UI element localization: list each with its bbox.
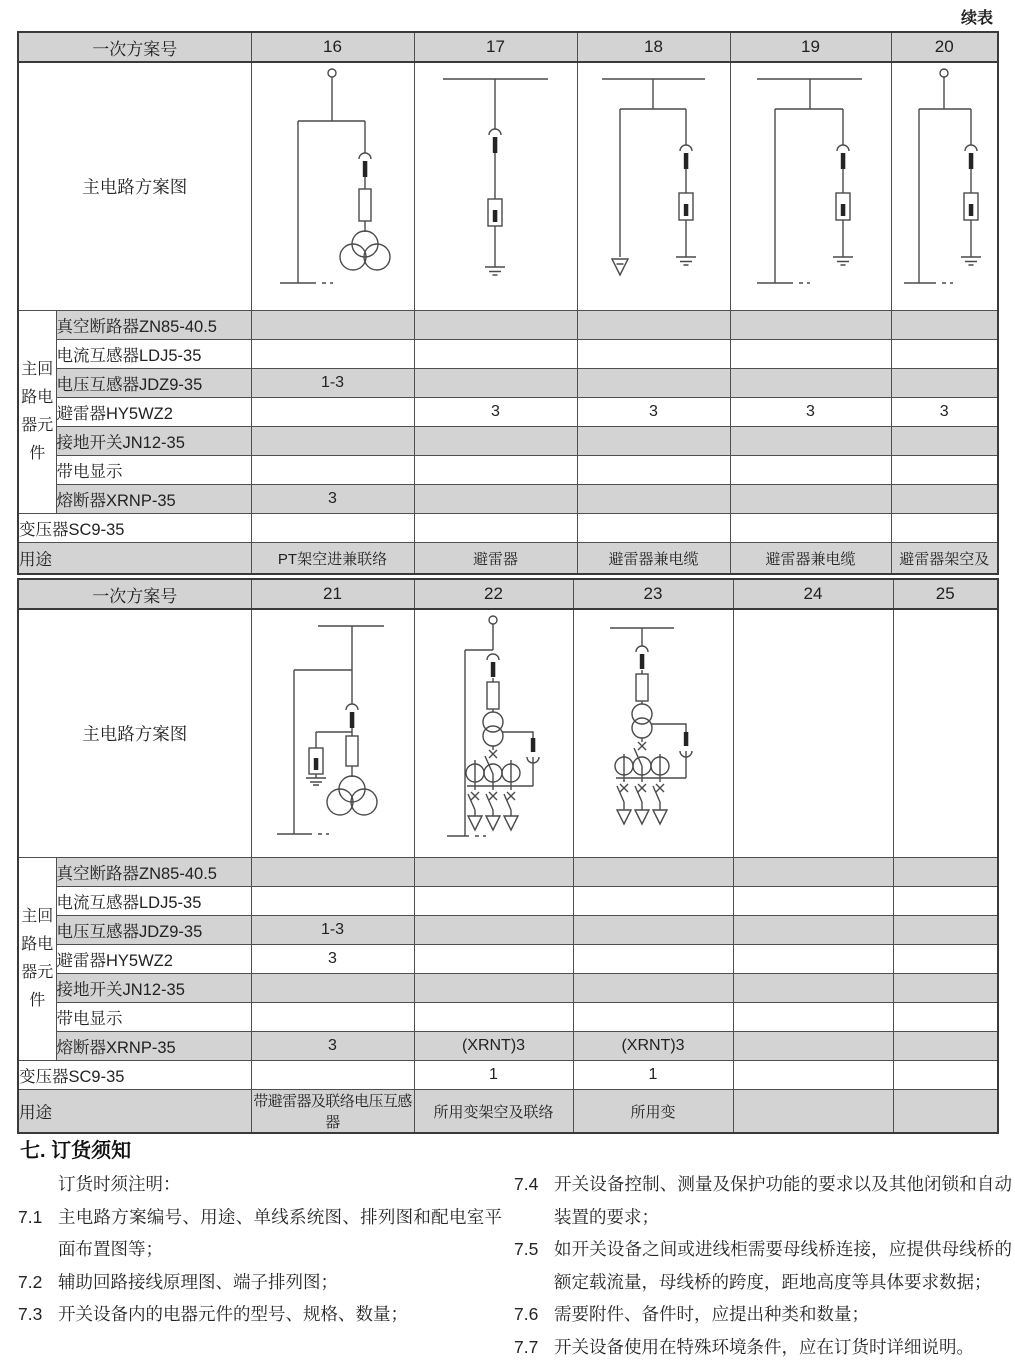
cell (251, 456, 414, 485)
cell (733, 1032, 893, 1061)
note-item (18, 1201, 502, 1266)
cell: 3 (577, 398, 730, 427)
cell (251, 311, 414, 340)
table-row (18, 456, 998, 485)
component-label: 避雷器HY5WZ2 (56, 945, 251, 974)
cell: 3 (251, 945, 414, 974)
cell (577, 369, 730, 398)
cell (573, 858, 733, 887)
cell: 1-3 (251, 369, 414, 398)
component-label: 熔断器XRNP-35 (56, 1032, 251, 1061)
cell (577, 485, 730, 514)
table2-scheme-23: 23 (573, 579, 733, 609)
cell (577, 514, 730, 543)
note-text: 辅助回路接线原理图、端子排列图； (58, 1266, 502, 1299)
cell (573, 887, 733, 916)
note-item (18, 1298, 502, 1331)
cell (414, 340, 577, 369)
table2-scheme-25: 25 (893, 579, 998, 609)
usage-label: 用途 (18, 543, 251, 575)
cell (733, 887, 893, 916)
cell (730, 311, 891, 340)
cell: 3 (251, 1032, 414, 1061)
cell (891, 485, 998, 514)
cell (573, 1003, 733, 1032)
cell (733, 1061, 893, 1090)
cell (733, 916, 893, 945)
cell (577, 311, 730, 340)
cell: 3 (414, 398, 577, 427)
cell (730, 485, 891, 514)
table-row (18, 485, 998, 514)
continued-table-label: 续表 (961, 5, 993, 28)
usage-cell: 带避雷器及联络电压互感器 (251, 1090, 414, 1134)
cell (577, 456, 730, 485)
cell (733, 858, 893, 887)
table-row (18, 974, 998, 1003)
cell (251, 887, 414, 916)
cell (251, 427, 414, 456)
note-number: 7.5 (514, 1233, 554, 1298)
cell (251, 340, 414, 369)
notes-left-column (18, 1168, 502, 1331)
table2-side-label: 主回路电器元件 (18, 858, 56, 1061)
scheme-20-diagram (891, 62, 998, 311)
cell: 1 (573, 1061, 733, 1090)
table2-scheme-no-header: 一次方案号 (18, 579, 251, 609)
cell (891, 311, 998, 340)
cell (573, 974, 733, 1003)
table1-scheme-18: 18 (577, 32, 730, 62)
usage-cell: 避雷器兼电缆 (730, 543, 891, 575)
component-label: 变压器SC9-35 (18, 514, 251, 543)
cell: (XRNT)3 (573, 1032, 733, 1061)
note-text: 开关设备控制、测量及保护功能的要求以及其他闭锁和自动装置的要求； (554, 1168, 1012, 1233)
notes-right-column (514, 1168, 1012, 1363)
note-number: 7.2 (18, 1266, 58, 1299)
cell (730, 427, 891, 456)
table-row (18, 1061, 998, 1090)
scheme-21-diagram (251, 609, 414, 858)
note-text: 需要附件、备件时，应提出种类和数量； (554, 1298, 1012, 1331)
usage-cell: PT架空进兼联络 (251, 543, 414, 575)
cell (893, 858, 998, 887)
table1-side-label: 主回路电器元件 (18, 311, 56, 514)
cell (414, 456, 577, 485)
cell (414, 1003, 573, 1032)
note-item (514, 1331, 1012, 1363)
component-label: 真空断路器ZN85-40.5 (56, 311, 251, 340)
usage-cell: 避雷器架空及 (891, 543, 998, 575)
cell (414, 858, 573, 887)
table2-scheme-21: 21 (251, 579, 414, 609)
note-number: 7.3 (18, 1298, 58, 1331)
table-row (18, 398, 998, 427)
table1-scheme-17: 17 (414, 32, 577, 62)
component-label: 电压互感器JDZ9-35 (56, 916, 251, 945)
cell: 3 (891, 398, 998, 427)
cell (730, 456, 891, 485)
cell (893, 1032, 998, 1061)
scheme-table-21-25 (17, 578, 999, 1134)
cell (251, 398, 414, 427)
table-row (18, 369, 998, 398)
table1-scheme-19: 19 (730, 32, 891, 62)
usage-cell: 避雷器 (414, 543, 577, 575)
scheme-19-diagram (730, 62, 891, 311)
note-text: 开关设备使用在特殊环境条件，应在订货时详细说明。 (554, 1331, 1012, 1363)
table1-diagram-row (18, 62, 998, 311)
cell (414, 974, 573, 1003)
cell (893, 1003, 998, 1032)
table1-scheme-16: 16 (251, 32, 414, 62)
note-item (514, 1168, 1012, 1233)
table-row (18, 1003, 998, 1032)
note-text: 主电路方案编号、用途、单线系统图、排列图和配电室平面布置图等； (58, 1201, 502, 1266)
cell (891, 427, 998, 456)
usage-label: 用途 (18, 1090, 251, 1134)
component-label: 避雷器HY5WZ2 (56, 398, 251, 427)
table1-scheme-no-header: 一次方案号 (18, 32, 251, 62)
table1-diagram-label: 主电路方案图 (18, 62, 251, 311)
cell (733, 945, 893, 974)
scheme-22-diagram (414, 609, 573, 858)
usage-cell: 所用变架空及联络 (414, 1090, 573, 1134)
scheme-23-diagram (573, 609, 733, 858)
cell (414, 916, 573, 945)
cell (251, 514, 414, 543)
table-row (18, 916, 998, 945)
cell (577, 340, 730, 369)
cell (893, 887, 998, 916)
note-item (514, 1298, 1012, 1331)
table-row (18, 340, 998, 369)
cell (414, 427, 577, 456)
component-label: 电流互感器LDJ5-35 (56, 340, 251, 369)
component-label: 接地开关JN12-35 (56, 427, 251, 456)
component-label: 真空断路器ZN85-40.5 (56, 858, 251, 887)
ordering-notes-heading: 七. 订货须知 (20, 1134, 131, 1163)
table-row (18, 311, 998, 340)
cell (891, 340, 998, 369)
table1-header-row (18, 32, 998, 62)
cell (414, 311, 577, 340)
cell (891, 514, 998, 543)
table-row (18, 858, 998, 887)
note-number: 7.1 (18, 1201, 58, 1266)
cell (730, 514, 891, 543)
table2-diagram-label: 主电路方案图 (18, 609, 251, 858)
cell (891, 369, 998, 398)
table-row (18, 1032, 998, 1061)
scheme-25-diagram (893, 609, 998, 858)
cell (573, 916, 733, 945)
cell (893, 1061, 998, 1090)
usage-cell: 所用变 (573, 1090, 733, 1134)
table-row (18, 887, 998, 916)
cell (414, 945, 573, 974)
cell (577, 427, 730, 456)
table1-scheme-20: 20 (891, 32, 998, 62)
scheme-table-16-20 (17, 31, 999, 575)
component-label: 熔断器XRNP-35 (56, 485, 251, 514)
note-number: 7.7 (514, 1331, 554, 1363)
cell: 3 (730, 398, 891, 427)
table2-scheme-24: 24 (733, 579, 893, 609)
cell (573, 945, 733, 974)
notes-intro: 订货时须注明： (18, 1168, 502, 1201)
cell (414, 514, 577, 543)
usage-cell (733, 1090, 893, 1134)
table2-header-row (18, 579, 998, 609)
cell: 1-3 (251, 916, 414, 945)
table1-usage-row (18, 543, 998, 575)
cell: 1 (414, 1061, 573, 1090)
scheme-16-diagram (251, 62, 414, 311)
note-number: 7.6 (514, 1298, 554, 1331)
component-label: 接地开关JN12-35 (56, 974, 251, 1003)
note-item (18, 1266, 502, 1299)
cell (251, 1061, 414, 1090)
cell (733, 974, 893, 1003)
component-label: 电压互感器JDZ9-35 (56, 369, 251, 398)
cell (414, 887, 573, 916)
cell (414, 485, 577, 514)
table-row (18, 514, 998, 543)
table2-scheme-22: 22 (414, 579, 573, 609)
table-row (18, 945, 998, 974)
cell (893, 916, 998, 945)
cell (733, 1003, 893, 1032)
cell (251, 1003, 414, 1032)
table-row (18, 427, 998, 456)
table2-usage-row (18, 1090, 998, 1134)
note-text: 如开关设备之间或进线柜需要母线桥连接，应提供母线桥的额定载流量，母线桥的跨度，距地高度等具体要求数据； (554, 1233, 1012, 1298)
component-label: 带电显示 (56, 1003, 251, 1032)
component-label: 带电显示 (56, 456, 251, 485)
usage-cell (893, 1090, 998, 1134)
component-label: 变压器SC9-35 (18, 1061, 251, 1090)
note-text: 开关设备内的电器元件的型号、规格、数量； (58, 1298, 502, 1331)
cell (891, 456, 998, 485)
note-item (514, 1233, 1012, 1298)
cell (414, 369, 577, 398)
table2-diagram-row (18, 609, 998, 858)
cell (251, 974, 414, 1003)
cell (730, 369, 891, 398)
note-number: 7.4 (514, 1168, 554, 1233)
cell (730, 340, 891, 369)
component-label: 电流互感器LDJ5-35 (56, 887, 251, 916)
scheme-17-diagram (414, 62, 577, 311)
cell: 3 (251, 485, 414, 514)
cell (893, 974, 998, 1003)
scheme-18-diagram (577, 62, 730, 311)
scheme-24-diagram (733, 609, 893, 858)
cell (251, 858, 414, 887)
cell (893, 945, 998, 974)
usage-cell: 避雷器兼电缆 (577, 543, 730, 575)
cell: (XRNT)3 (414, 1032, 573, 1061)
